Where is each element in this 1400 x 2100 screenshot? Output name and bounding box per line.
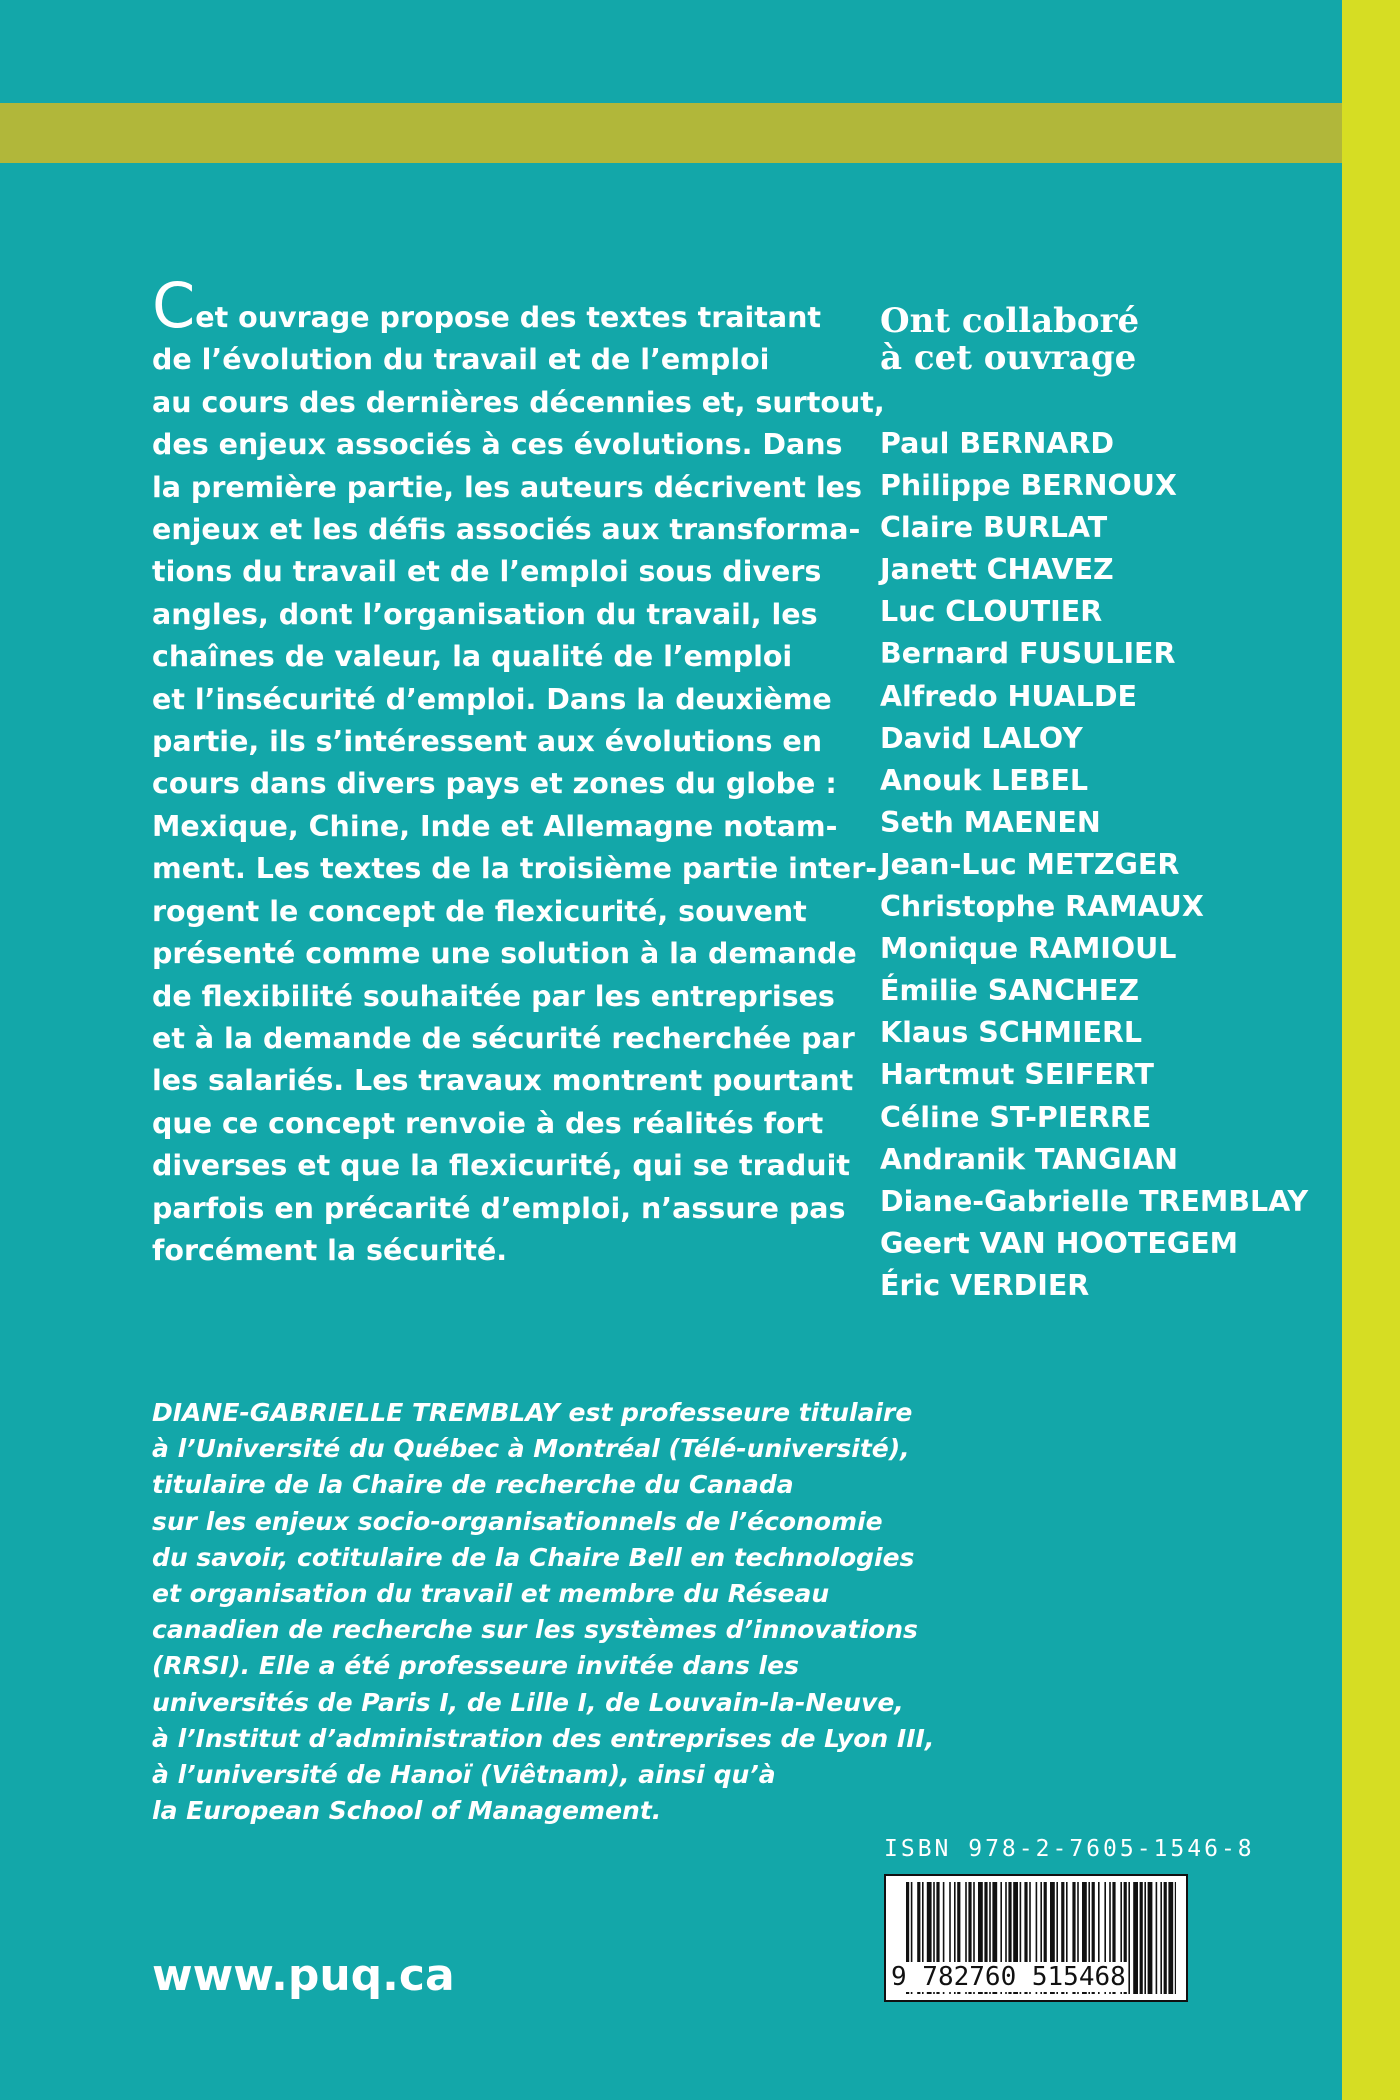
summary-line: cours dans divers pays et zones du globe :: [152, 767, 837, 801]
bio-line: et organisation du travail et membre du Réseau: [152, 1579, 830, 1609]
summary-line: présenté comme une solution à la demande: [152, 937, 857, 971]
top-color-band: [0, 103, 1342, 163]
summary-line: tions du travail et de l’emploi sous divers: [152, 555, 822, 589]
contributor-name: Éric VERDIER: [880, 1268, 1090, 1302]
contributor-name: Claire BURLAT: [880, 511, 1108, 545]
right-color-band: [1342, 0, 1400, 2100]
bio-line: sur les enjeux socio-organisationnels de l’économie: [152, 1506, 883, 1536]
summary-line: et l’insécurité d’emploi. Dans la deuxième: [152, 682, 832, 716]
contributor-name: Céline ST-PIERRE: [880, 1100, 1152, 1134]
book-summary: [152, 269, 885, 1272]
bio-line: canadien de recherche sur les systèmes d’innovations: [152, 1615, 918, 1645]
bio-line: DIANE-GABRIELLE TREMBLAY est professeure titulaire: [152, 1398, 913, 1427]
summary-line: angles, dont l’organisation du travail, les: [152, 597, 818, 631]
contributor-name: Anouk LEBEL: [880, 763, 1089, 797]
summary-line: forcément la sécurité.: [152, 1233, 508, 1267]
summary-line: chaînes de valeur, la qualité de l’emploi: [152, 640, 793, 674]
barcode: [884, 1874, 1188, 2002]
bio-line: à l’Institut d’administration des entreprises de Lyon III,: [152, 1723, 935, 1753]
summary-line: partie, ils s’intéressent aux évolutions en: [152, 725, 823, 759]
bio-line: du savoir, cotitulaire de la Chaire Bell en technologies: [152, 1542, 915, 1572]
summary-line: les salariés. Les travaux montrent pourtant: [152, 1064, 854, 1098]
barcode-digits: 9 782760 515468: [891, 1962, 1126, 1992]
summary-line: enjeux et les défis associés aux transforma-: [152, 513, 861, 547]
summary-line: Cet ouvrage propose des textes traitant: [152, 269, 822, 342]
contributor-name: Paul BERNARD: [880, 427, 1114, 460]
contributors-heading-line: à cet ouvrage: [880, 338, 1137, 378]
contributor-name: Diane-Gabrielle TREMBLAY: [880, 1184, 1309, 1218]
summary-line: que ce concept renvoie à des réalités fort: [152, 1106, 824, 1140]
contributor-name: Janett CHAVEZ: [880, 553, 1114, 587]
contributor-name: Seth MAENEN: [880, 805, 1101, 839]
contributor-name: Émilie SANCHEZ: [880, 974, 1140, 1008]
bio-line: à l’Université du Québec à Montréal (Télé-université),: [152, 1434, 910, 1464]
summary-line: et à la demande de sécurité recherchée par: [152, 1021, 855, 1055]
contributor-name: Geert VAN HOOTEGEM: [880, 1226, 1239, 1260]
summary-line: diverses et que la flexicurité, qui se traduit: [152, 1149, 850, 1183]
drop-cap: C: [152, 269, 196, 342]
publisher-website[interactable]: www.puq.ca: [152, 1950, 455, 2001]
contributor-name: Christophe RAMAUX: [880, 890, 1204, 924]
contributor-name: Monique RAMIOUL: [880, 932, 1177, 966]
contributor-name: Luc CLOUTIER: [880, 595, 1103, 629]
contributor-name: Bernard FUSULIER: [880, 637, 1176, 671]
summary-line: de l’évolution du travail et de l’emploi: [152, 343, 770, 377]
contributors-heading-line: Ont collaboré: [880, 301, 1140, 341]
summary-line: Mexique, Chine, Inde et Allemagne notam-: [152, 809, 838, 843]
bio-line: universités de Paris I, de Lille I, de Louvain-la-Neuve,: [152, 1687, 904, 1717]
contributor-name: Andranik TANGIAN: [880, 1142, 1179, 1176]
contributor-name: Hartmut SEIFERT: [880, 1058, 1154, 1092]
author-bio: [152, 1395, 935, 1829]
summary-line: rogent le concept de flexicurité, souvent: [152, 894, 807, 928]
contributor-name: David LALOY: [880, 721, 1083, 755]
contributors-heading: [880, 303, 1139, 377]
contributor-name: Alfredo HUALDE: [880, 679, 1137, 713]
summary-line: des enjeux associés à ces évolutions. Dans: [152, 428, 843, 462]
contributors-list: [880, 423, 1308, 1307]
summary-line: parfois en précarité d’emploi, n’assure pas: [152, 1191, 846, 1225]
contributor-name: Philippe BERNOUX: [880, 469, 1177, 503]
bio-line: à l’université de Hanoï (Viêtnam), ainsi qu’à: [152, 1760, 776, 1790]
isbn-label: ISBN 978-2-7605-1546-8: [884, 1836, 1255, 1862]
bio-line: (RRSI). Elle a été professeure invitée dans les: [152, 1651, 799, 1681]
bio-line: titulaire de la Chaire de recherche du Canada: [152, 1470, 794, 1500]
summary-line: de flexibilité souhaitée par les entreprises: [152, 979, 835, 1013]
bio-line: la European School of Management.: [152, 1796, 662, 1826]
summary-line: la première partie, les auteurs décrivent les: [152, 470, 862, 504]
contributor-name: Jean-Luc METZGER: [880, 847, 1180, 881]
contributor-name: Klaus SCHMIERL: [880, 1016, 1143, 1050]
summary-line: ment. Les textes de la troisième partie inter-: [152, 852, 878, 886]
summary-line: au cours des dernières décennies et, surtout,: [152, 385, 885, 419]
